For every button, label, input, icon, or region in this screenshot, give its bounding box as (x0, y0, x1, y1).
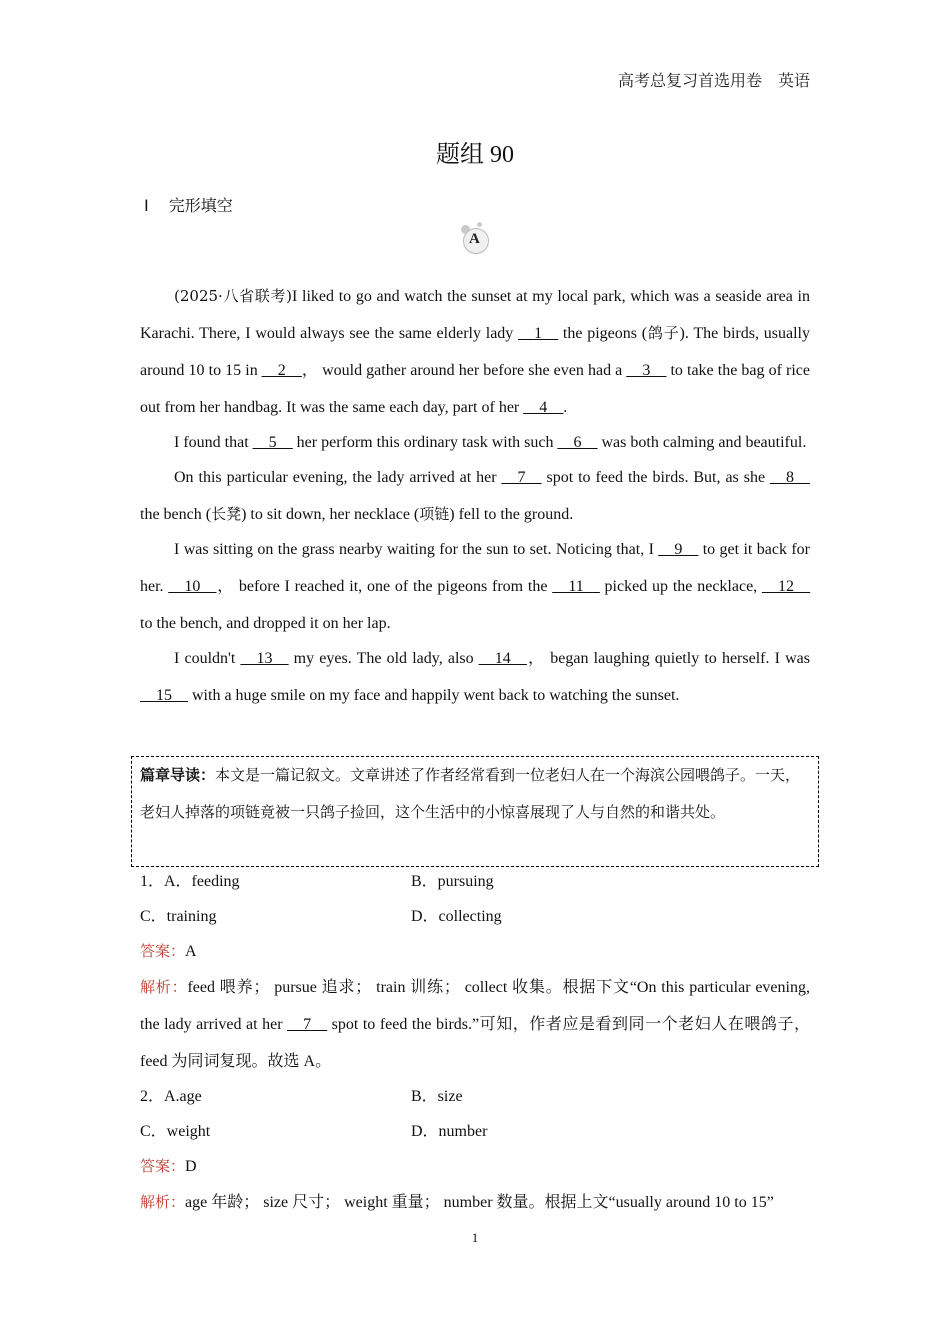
header-subject: 英语 (777, 73, 810, 90)
question-2 (140, 1079, 810, 1221)
header-book-title: 高考总复习首选用卷 (617, 73, 762, 90)
blank-10: __10__ (168, 578, 217, 595)
option-c: C．weight (140, 1123, 211, 1140)
blank-3: __3__ (626, 362, 667, 379)
blank-2: __2__ (261, 362, 302, 379)
blank-8: __8__ (770, 469, 811, 486)
passage-a-badge-icon (461, 225, 491, 255)
option-a: 2．A.age (140, 1088, 202, 1105)
blank-5: __5__ (252, 434, 293, 451)
blank-4: __4__ (523, 399, 564, 416)
section-heading (144, 193, 233, 216)
passage-paragraph: I was sitting on the grass nearby waiting for the sun to set. Noticing that, I __9__ to get it back for her. __10__， before I reached it, one of the pigeons from the __11__ picked up the necklace, __12__ to the bench, and dropped it on her lap. (140, 541, 810, 632)
passage-paragraph: (2025·八省联考)I liked to go and watch the sunset at my local park, which was a seaside area in Karachi. There, I would always see the same elderly lady __1__ the pigeons (鸽子). The birds, usually around 10 to 15 in __2__， would gather around her before she even had a __3__ to take the bag of rice out from her handbag. It was the same each day, part of her __4__. (140, 287, 811, 416)
explanation-label: 解析： (140, 978, 188, 996)
option-d: D．collecting (411, 908, 502, 925)
passage-paragraph: On this particular evening, the lady arrived at her __7__ spot to feed the birds. But, as she __8__ the bench (长凳) to sit down, her necklace (项链) fell to the ground. (140, 469, 811, 523)
explanation-blank: __7__ (287, 1016, 328, 1033)
option-d: D．number (411, 1123, 488, 1140)
blank-7: __7__ (501, 469, 542, 486)
passage-paragraph: I couldn't __13__ my eyes. The old lady, also __14__， began laughing quietly to herself. I was __15__ with a huge smile on my face and happily went back to watching the sunset. (140, 650, 811, 704)
option-row (140, 864, 810, 899)
answer-value: D (185, 1158, 197, 1175)
page-header (618, 68, 810, 91)
badge-letter: A (469, 231, 480, 247)
explanation-label: 解析： (140, 1193, 186, 1211)
explanation: 解析：age 年龄； size 尺寸； weight 重量； number 数量。根据上文“usually around 10 to 15” (140, 1193, 774, 1211)
blank-9: __9__ (658, 541, 699, 558)
blank-15: __15__ (140, 687, 188, 704)
passage-guide-box (131, 756, 819, 867)
option-a: 1．A．feeding (140, 873, 240, 890)
passage-source: (2025·八省联考) (174, 287, 293, 305)
blank-1: __1__ (518, 325, 559, 342)
option-b: B．pursuing (411, 873, 494, 890)
page-title: 题组 90 (436, 142, 514, 168)
blank-11: __11__ (552, 578, 600, 595)
question-1 (140, 864, 810, 1080)
blank-13: __13__ (240, 650, 289, 667)
guide-label: 篇章导读： (140, 766, 216, 784)
section-number: Ⅰ (144, 198, 149, 215)
option-row (140, 1114, 810, 1149)
option-c: C．training (140, 908, 217, 925)
answer-label: 答案： (140, 1157, 186, 1175)
option-row (140, 1079, 810, 1114)
option-row (140, 899, 810, 934)
page-number: 1 (471, 1230, 479, 1245)
option-b: B．size (411, 1088, 463, 1105)
section-label: 完形填空 (168, 196, 233, 215)
passage-paragraph: I found that __5__ her perform this ordinary task with such __6__ was both calming and beautiful. (174, 434, 807, 451)
blank-14: __14__ (478, 650, 527, 667)
answer-value: A (185, 943, 197, 960)
answer-label: 答案： (140, 942, 186, 960)
answer-line (140, 1149, 810, 1184)
blank-6: __6__ (557, 434, 598, 451)
guide-text: 本文是一篇记叙文。文章讲述了作者经常看到一位老妇人在一个海滨公园喂鸽子。一天，老妇人掉落的项链竟被一只鸽子捡回，这个生活中的小惊喜展现了人与自然的和谐共处。 (140, 766, 801, 821)
cloze-passage (140, 278, 810, 712)
answer-line (140, 934, 810, 969)
explanation: 解析：feed 喂养； pursue 追求； train 训练； collect 收集。根据下文“On this particular evening, the lady arrived at her __7__ spot to feed the birds.”可知，作者应是看到同一个老妇人在喂鸽子，feed 为同词复现。故选 A。 (140, 978, 810, 1070)
blank-12: __12__ (762, 578, 810, 595)
